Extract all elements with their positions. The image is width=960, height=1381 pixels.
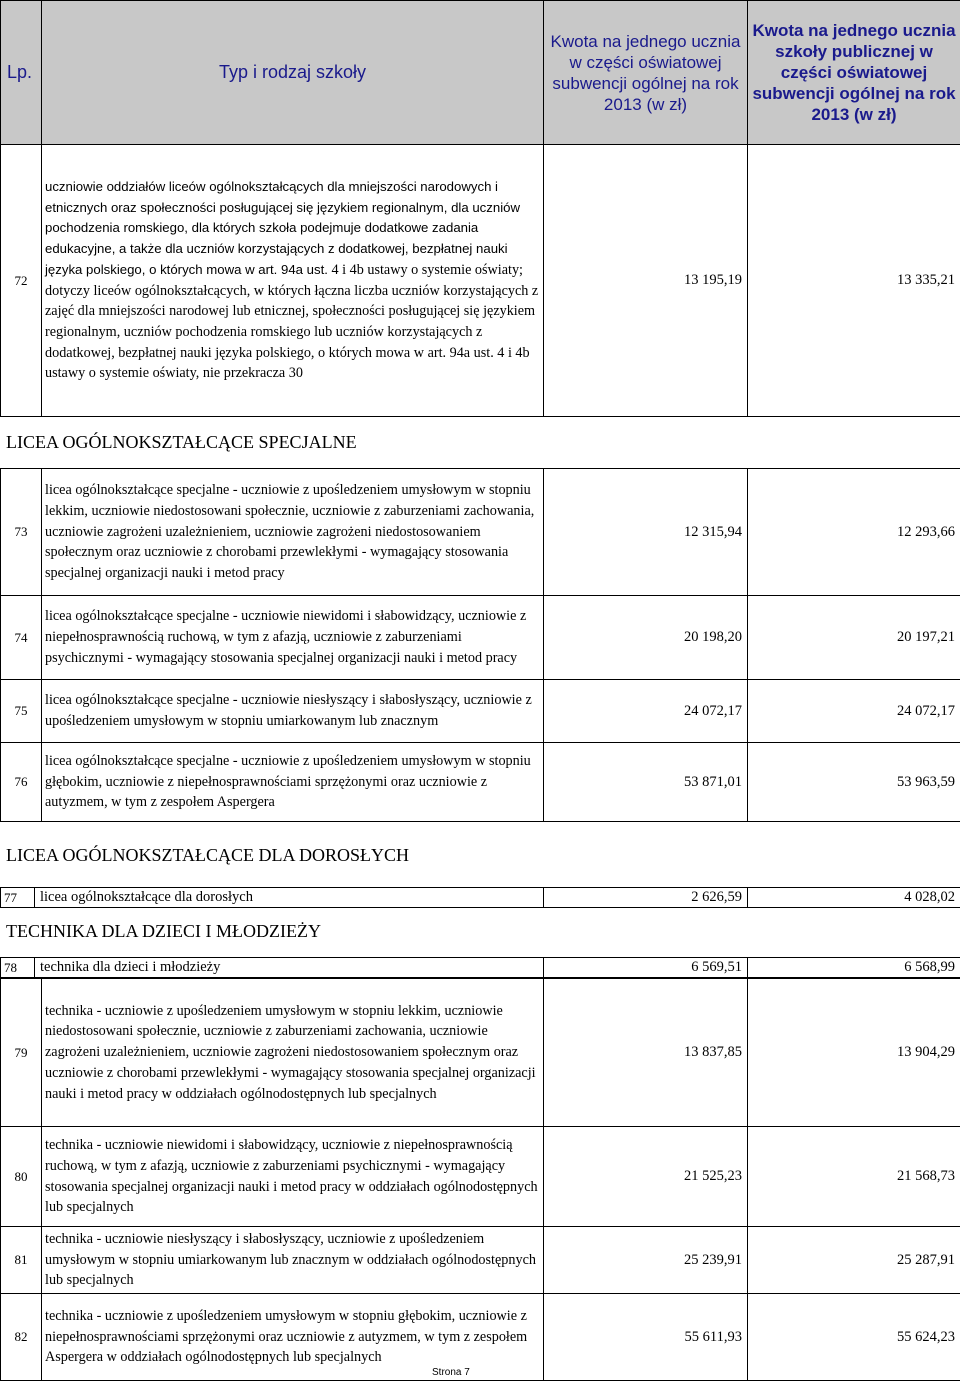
table-row bbox=[1, 1127, 960, 1227]
row-description: licea ogólnokształcące specjalne - uczniowie niewidomi i słabowidzący, uczniowie z niepełnosprawnością ruchową, w tym z afazją, uczniowie z zaburzeniami psychicznymi - wymagający stosowania specjalnej organizacji nauki i metod pracy bbox=[42, 596, 544, 680]
table-row bbox=[1, 743, 960, 822]
row-lp: 75 bbox=[1, 680, 42, 743]
row-kwota-1: 24 072,17 bbox=[544, 680, 748, 743]
row-kwota-2: 13 335,21 bbox=[748, 145, 960, 417]
header-kwota-2: Kwota na jednego ucznia szkoły publicznej w części oświatowej subwencji ogólnej na rok 2013 (w zł) bbox=[748, 1, 960, 145]
row-lp: 76 bbox=[1, 743, 42, 822]
section-title-dorosli: LICEA OGÓLNOKSZTAŁCĄCE DLA DOROSŁYCH bbox=[6, 845, 409, 866]
row-lp: 81 bbox=[1, 1227, 42, 1294]
row-kwota-1: 13 195,19 bbox=[544, 145, 748, 417]
page-number: Strona 7 bbox=[432, 1367, 470, 1378]
row-kwota-1: 55 611,93 bbox=[544, 1294, 748, 1381]
row-description: licea ogólnokształcące specjalne - uczniowie niesłyszący i słabosłyszący, uczniowie z upośledzeniem umysłowym w stopniu umiarkowanym lub znacznym bbox=[42, 680, 544, 743]
row-description: licea ogólnokształcące specjalne - uczniowie z upośledzeniem umysłowym w stopniu lekkim, uczniowie niedostosowani społecznie, uczniowie z zaburzeniami zachowania, uczniowie zagrożeni uzależnieniem, uczniowie zagrożeni niedostosowaniem społecznym oraz uczniowie z chorobami przewlekłymi - wymagający stosowania specjalnej organizacji nauki i metod pracy bbox=[42, 469, 544, 596]
row-kwota-2: 53 963,59 bbox=[748, 743, 960, 822]
table-row bbox=[1, 145, 960, 417]
table-row bbox=[1, 469, 960, 596]
table-specjalne bbox=[0, 468, 960, 822]
row-kwota-2: 4 028,02 bbox=[748, 888, 960, 908]
row-kwota-2: 21 568,73 bbox=[748, 1127, 960, 1227]
row-description: technika - uczniowie niewidomi i słabowidzący, uczniowie z niepełnosprawnością ruchową, w tym z afazją, uczniowie z zaburzeniami psychicznymi - wymagający stosowania specjalnej organizacji nauki i metod pracy w oddziałach ogólnodostępnych lub specjalnych bbox=[42, 1127, 544, 1227]
row-kwota-1: 53 871,01 bbox=[544, 743, 748, 822]
table-row bbox=[1, 1227, 960, 1294]
header-typ: Typ i rodzaj szkoły bbox=[42, 1, 544, 145]
table-header-row bbox=[1, 1, 960, 145]
row-kwota-1: 25 239,91 bbox=[544, 1227, 748, 1294]
table-row bbox=[1, 979, 960, 1127]
row-description-part-b: 4 i 4b ustawy o systemie oświaty; dotyczy liceów ogólnokształcących, w których łączna liczba uczniów korzystających z zajęć dla mniejszości narodowej lub etnicznej, społeczności posługującej się językiem regionalnym, uczniów pochodzenia romskiego lub uczniów korzystających z dodatkowej, bezpłatnej nauki języka polskiego, o których mowa w art. 94a ust. 4 i 4b ustawy o systemie oświaty, nie przekracza 30 bbox=[45, 262, 538, 382]
row-kwota-1: 21 525,23 bbox=[544, 1127, 748, 1227]
row-lp: 78 bbox=[1, 958, 35, 978]
row-kwota-2: 20 197,21 bbox=[748, 596, 960, 680]
row-lp: 79 bbox=[1, 979, 42, 1127]
row-lp: 82 bbox=[1, 1294, 42, 1381]
table-technika-specjalne bbox=[0, 978, 960, 1381]
row-lp: 77 bbox=[1, 888, 35, 908]
row-description: technika - uczniowie z upośledzeniem umysłowym w stopniu lekkim, uczniowie niedostosowani społecznie, uczniowie z zaburzeniami zachowania, uczniowie zagrożeni uzależnieniem, uczniowie zagrożeni niedostosowaniem społecznym oraz uczniowie z chorobami przewlekłymi - wymagający stosowania specjalnej organizacji nauki i metod pracy w oddziałach ogólnodostępnych lub specjalnych bbox=[42, 979, 544, 1127]
table-row bbox=[1, 958, 960, 978]
header-lp: Lp. bbox=[1, 1, 42, 145]
row-kwota-1: 13 837,85 bbox=[544, 979, 748, 1127]
row-kwota-1: 12 315,94 bbox=[544, 469, 748, 596]
table-dorosli bbox=[0, 887, 960, 908]
table-row bbox=[1, 888, 960, 908]
row-lp: 72 bbox=[1, 145, 42, 417]
table-row bbox=[1, 680, 960, 743]
row-description bbox=[42, 145, 544, 417]
row-kwota-2: 13 904,29 bbox=[748, 979, 960, 1127]
row-lp: 73 bbox=[1, 469, 42, 596]
row-description-part-a: uczniowie oddziałów liceów ogólnokształcących dla mniejszości narodowych i etnicznych oraz społeczności posługującej się językiem regionalnym, dla uczniów pochodzenia romskiego, dla których szkoła podejmuje dodatkowe zadania edukacyjne, a także dla uczniów korzystających z dodatkowej, bezpłatnej nauki języka polskiego, o których mowa w art. 94a ust. bbox=[45, 179, 520, 277]
row-kwota-1: 2 626,59 bbox=[544, 888, 748, 908]
row-description: licea ogólnokształcące dla dorosłych bbox=[35, 888, 544, 908]
row-lp: 80 bbox=[1, 1127, 42, 1227]
row-description: licea ogólnokształcące specjalne - uczniowie z upośledzeniem umysłowym w stopniu głębokim, uczniowie z niepełnosprawnościami sprzężonymi oraz uczniowie z autyzmem, w tym z zespołem Aspergera bbox=[42, 743, 544, 822]
row-kwota-2: 6 568,99 bbox=[748, 958, 960, 978]
row-kwota-1: 6 569,51 bbox=[544, 958, 748, 978]
row-description: technika - uczniowie z upośledzeniem umysłowym w stopniu głębokim, uczniowie z niepełnosprawnościami sprzężonymi oraz uczniowie z autyzmem, w tym z zespołem Aspergera w oddziałach ogólnodostępnych lub specjalnych bbox=[42, 1294, 544, 1381]
row-kwota-2: 55 624,23 bbox=[748, 1294, 960, 1381]
row-description: technika dla dzieci i młodzieży bbox=[35, 958, 544, 978]
table-row bbox=[1, 1294, 960, 1381]
row-kwota-2: 25 287,91 bbox=[748, 1227, 960, 1294]
header-kwota-1: Kwota na jednego ucznia w części oświatowej subwencji ogólnej na rok 2013 (w zł) bbox=[544, 1, 748, 145]
table-technika-general bbox=[0, 957, 960, 978]
row-description: technika - uczniowie niesłyszący i słabosłyszący, uczniowie z upośledzeniem umysłowym w stopniu umiarkowanym lub znacznym w oddziałach ogólnodostępnych lub specjalnych bbox=[42, 1227, 544, 1294]
table-header-block bbox=[0, 0, 960, 417]
row-kwota-2: 24 072,17 bbox=[748, 680, 960, 743]
section-title-specjalne: LICEA OGÓLNOKSZTAŁCĄCE SPECJALNE bbox=[6, 432, 357, 453]
row-kwota-1: 20 198,20 bbox=[544, 596, 748, 680]
row-kwota-2: 12 293,66 bbox=[748, 469, 960, 596]
section-title-technika: TECHNIKA DLA DZIECI I MŁODZIEŻY bbox=[6, 921, 321, 942]
row-lp: 74 bbox=[1, 596, 42, 680]
table-row bbox=[1, 596, 960, 680]
